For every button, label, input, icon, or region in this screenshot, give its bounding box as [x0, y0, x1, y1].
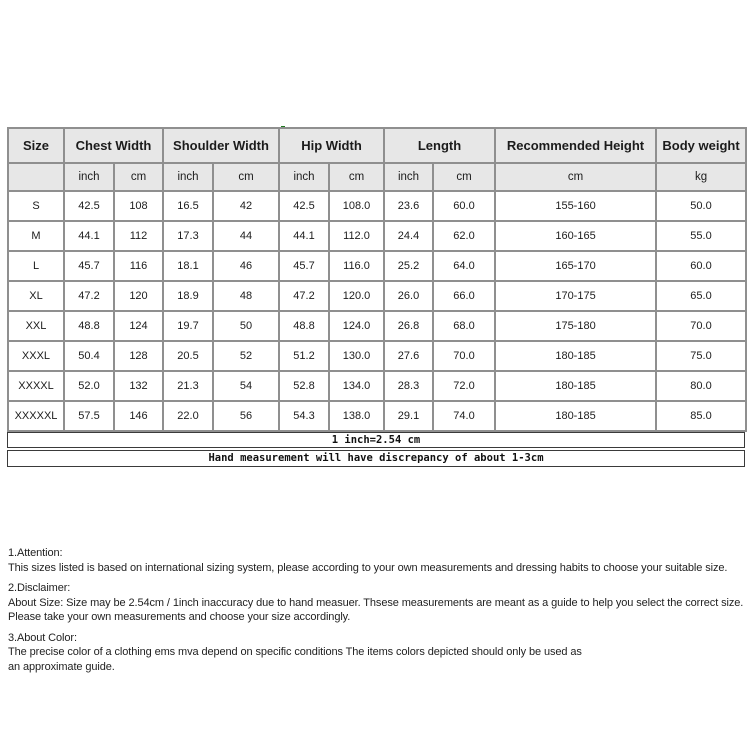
size-label-cell: XXXL [8, 341, 64, 371]
value-cell: 20.5 [163, 341, 213, 371]
about-color-line-1: The precise color of a clothing ems mva depend on specific conditions The items colors depicted should only be used as [8, 646, 582, 658]
value-cell: 44 [213, 221, 279, 251]
disclaimer-line-1: About Size: Size may be 2.54cm / 1inch inaccuracy due to hand measuer. Thsese measurements are meant as a guide to help you select the correct size. [8, 596, 744, 609]
unit-header-kg-10: kg [656, 163, 746, 191]
value-cell: 47.2 [64, 281, 114, 311]
value-cell: 132 [114, 371, 163, 401]
value-cell: 18.9 [163, 281, 213, 311]
value-cell: 25.2 [384, 251, 433, 281]
value-cell: 180-185 [495, 341, 656, 371]
size-row-M [8, 221, 746, 251]
unit-header-inch-5: inch [279, 163, 329, 191]
unit-header-inch-3: inch [163, 163, 213, 191]
column-header-shoulder-width: Shoulder Width [163, 128, 279, 163]
footer-notes [8, 546, 750, 680]
value-cell: 54.3 [279, 401, 329, 431]
column-header-size: Size [8, 128, 64, 163]
size-row-XL [8, 281, 746, 311]
size-label-cell: L [8, 251, 64, 281]
value-cell: 130.0 [329, 341, 384, 371]
value-cell: 70.0 [433, 341, 495, 371]
value-cell: 74.0 [433, 401, 495, 431]
value-cell: 48 [213, 281, 279, 311]
disclaimer-line-2: Please take your own measurements and choose your size accordingly. [8, 611, 351, 623]
attention-heading: 1.Attention: [8, 547, 63, 559]
column-header-hip-width: Hip Width [279, 128, 384, 163]
size-label-cell: XXXXL [8, 371, 64, 401]
value-cell: 51.2 [279, 341, 329, 371]
value-cell: 55.0 [656, 221, 746, 251]
disclaimer-section [8, 581, 750, 625]
value-cell: 65.0 [656, 281, 746, 311]
attention-section [8, 546, 750, 575]
unit-header-cm-2: cm [114, 163, 163, 191]
value-cell: 54 [213, 371, 279, 401]
size-row-L [8, 251, 746, 281]
value-cell: 42 [213, 191, 279, 221]
value-cell: 50.0 [656, 191, 746, 221]
unit-header-inch-7: inch [384, 163, 433, 191]
value-cell: 50 [213, 311, 279, 341]
value-cell: 64.0 [433, 251, 495, 281]
disclaimer-heading: 2.Disclaimer: [8, 582, 71, 594]
size-row-XXXL [8, 341, 746, 371]
value-cell: 44.1 [279, 221, 329, 251]
value-cell: 124.0 [329, 311, 384, 341]
value-cell: 52.8 [279, 371, 329, 401]
unit-header-cm-4: cm [213, 163, 279, 191]
value-cell: 66.0 [433, 281, 495, 311]
column-header-recommended-height: Recommended Height [495, 128, 656, 163]
value-cell: 112 [114, 221, 163, 251]
size-chart-body [8, 191, 746, 431]
value-cell: 22.0 [163, 401, 213, 431]
value-cell: 42.5 [64, 191, 114, 221]
size-row-XXL [8, 311, 746, 341]
size-label-cell: XXL [8, 311, 64, 341]
value-cell: 85.0 [656, 401, 746, 431]
value-cell: 160-165 [495, 221, 656, 251]
value-cell: 60.0 [433, 191, 495, 221]
size-row-S [8, 191, 746, 221]
value-cell: 27.6 [384, 341, 433, 371]
value-cell: 45.7 [64, 251, 114, 281]
value-cell: 138.0 [329, 401, 384, 431]
value-cell: 52 [213, 341, 279, 371]
size-label-cell: XXXXXL [8, 401, 64, 431]
about-color-line-2: an approximate guide. [8, 660, 115, 673]
value-cell: 48.8 [279, 311, 329, 341]
value-cell: 16.5 [163, 191, 213, 221]
header-group-row [8, 128, 746, 163]
value-cell: 112.0 [329, 221, 384, 251]
value-cell: 108 [114, 191, 163, 221]
value-cell: 68.0 [433, 311, 495, 341]
header-unit-row [8, 163, 746, 191]
value-cell: 180-185 [495, 401, 656, 431]
value-cell: 19.7 [163, 311, 213, 341]
value-cell: 180-185 [495, 371, 656, 401]
value-cell: 21.3 [163, 371, 213, 401]
value-cell: 44.1 [64, 221, 114, 251]
value-cell: 170-175 [495, 281, 656, 311]
about-color-heading: 3.About Color: [8, 631, 77, 644]
value-cell: 45.7 [279, 251, 329, 281]
value-cell: 50.4 [64, 341, 114, 371]
value-cell: 134.0 [329, 371, 384, 401]
unit-header-cm-6: cm [329, 163, 384, 191]
size-label-cell: S [8, 191, 64, 221]
value-cell: 26.8 [384, 311, 433, 341]
value-cell: 28.3 [384, 371, 433, 401]
value-cell: 29.1 [384, 401, 433, 431]
value-cell: 52.0 [64, 371, 114, 401]
value-cell: 120.0 [329, 281, 384, 311]
size-label-cell: XL [8, 281, 64, 311]
value-cell: 116.0 [329, 251, 384, 281]
value-cell: 75.0 [656, 341, 746, 371]
value-cell: 42.5 [279, 191, 329, 221]
value-cell: 48.8 [64, 311, 114, 341]
value-cell: 175-180 [495, 311, 656, 341]
value-cell: 56 [213, 401, 279, 431]
value-cell: 124 [114, 311, 163, 341]
value-cell: 155-160 [495, 191, 656, 221]
value-cell: 47.2 [279, 281, 329, 311]
unit-header-cm-9: cm [495, 163, 656, 191]
value-cell: 24.4 [384, 221, 433, 251]
value-cell: 128 [114, 341, 163, 371]
size-chart-table [7, 127, 747, 432]
value-cell: 57.5 [64, 401, 114, 431]
value-cell: 108.0 [329, 191, 384, 221]
value-cell: 70.0 [656, 311, 746, 341]
note-hand-measurement: Hand measurement will have discrepancy of about 1-3cm [7, 450, 745, 467]
unit-header-cm-8: cm [433, 163, 495, 191]
about-color-section [8, 631, 750, 675]
value-cell: 17.3 [163, 221, 213, 251]
size-label-cell: M [8, 221, 64, 251]
value-cell: 72.0 [433, 371, 495, 401]
value-cell: 26.0 [384, 281, 433, 311]
value-cell: 165-170 [495, 251, 656, 281]
value-cell: 46 [213, 251, 279, 281]
value-cell: 116 [114, 251, 163, 281]
column-header-length: Length [384, 128, 495, 163]
unit-header-empty [8, 163, 64, 191]
size-row-XXXXXL [8, 401, 746, 431]
value-cell: 80.0 [656, 371, 746, 401]
attention-line: This sizes listed is based on international sizing system, please according to your own measurements and dressing habits to choose your suitable size. [8, 561, 728, 574]
size-row-XXXXL [8, 371, 746, 401]
value-cell: 146 [114, 401, 163, 431]
size-chart-section [7, 127, 745, 467]
column-header-chest-width: Chest Width [64, 128, 163, 163]
value-cell: 60.0 [656, 251, 746, 281]
column-header-body-weight: Body weight [656, 128, 746, 163]
value-cell: 120 [114, 281, 163, 311]
unit-header-inch-1: inch [64, 163, 114, 191]
value-cell: 23.6 [384, 191, 433, 221]
value-cell: 62.0 [433, 221, 495, 251]
value-cell: 18.1 [163, 251, 213, 281]
note-inch-conversion: 1 inch=2.54 cm [7, 432, 745, 448]
